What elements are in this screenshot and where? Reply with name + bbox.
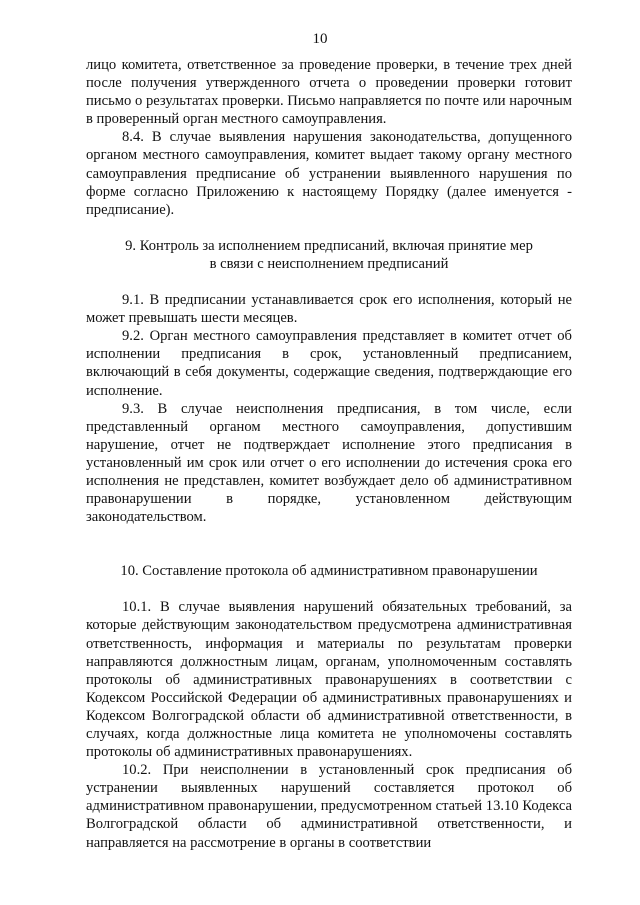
section-9-heading-line-1: 9. Контроль за исполнением предписаний, включая принятие мер <box>125 237 533 254</box>
spacer <box>86 580 572 598</box>
spacer <box>86 219 572 237</box>
paragraph-continuation: лицо комитета, ответственное за проведение проверки, в течение трех дней после получения утвержденного отчета о проведении проверки готовит письмо о результатах проверки. Письмо направляется по почте или нарочным в проверенный орган местного самоуправления. <box>86 57 572 128</box>
paragraph-9-1: 9.1. В предписании устанавливается срок его исполнения, который не может превышать шести месяцев. <box>86 292 572 327</box>
spacer <box>86 526 572 562</box>
section-9-heading <box>86 237 572 273</box>
paragraph-10-1: 10.1. В случае выявления нарушений обязательных требований, за которые действующим законодательством предусмотрена административная ответственность, информация и материалы по результатам проверки направляются должностным лицам, органам, уполномоченным составлять протоколы об административных правонарушениях в соответствии с Кодексом Российской Федерации об административных правонарушениях и Кодексом Волгоградской области об административной ответственности, в случаях, когда должностные лица комитета не уполномочены составлять протоколы об административных правонарушениях. <box>86 599 572 761</box>
paragraph-9-2: 9.2. Орган местного самоуправления представляет в комитет отчет об исполнении предписания в срок, установленный предписанием, включающий в себя документы, содержащие сведения, подтверждающие его исполнение. <box>86 328 572 399</box>
paragraph-9-3: 9.3. В случае неисполнения предписания, в том числе, если представленный органом местного самоуправления, допустившим нарушение, отчет не подтверждает исполнение этого предписания в установленный им срок или отчет о его исполнении до истечения срока его исполнения не представлен, комитет возбуждает дело об административном правонарушении в порядке, установленном действующим законодательством. <box>86 400 572 526</box>
section-9-heading-line-2: в связи с неисполнением предписаний <box>209 255 449 272</box>
page-number: 10 <box>312 31 328 47</box>
paragraph-8-4: 8.4. В случае выявления нарушения законодательства, допущенного органом местного самоуправления, комитет выдает такому органу местного самоуправления предписание об устранении выявленного нарушения по форме согласно Приложению к настоящему Порядку (далее именуется - предписание). <box>86 129 572 218</box>
document-body <box>86 56 572 852</box>
paragraph-10-2: 10.2. При неисполнении в установленный срок предписания об устранении выявленных нарушений составляется протокол об административном правонарушении, предусмотренном статьей 13.10 Кодекса Волгоградской области об административной ответственности, и направляется на рассмотрение в органы в соответствии <box>86 762 572 851</box>
spacer <box>86 273 572 291</box>
section-10-heading: 10. Составление протокола об административном правонарушении <box>120 563 538 580</box>
